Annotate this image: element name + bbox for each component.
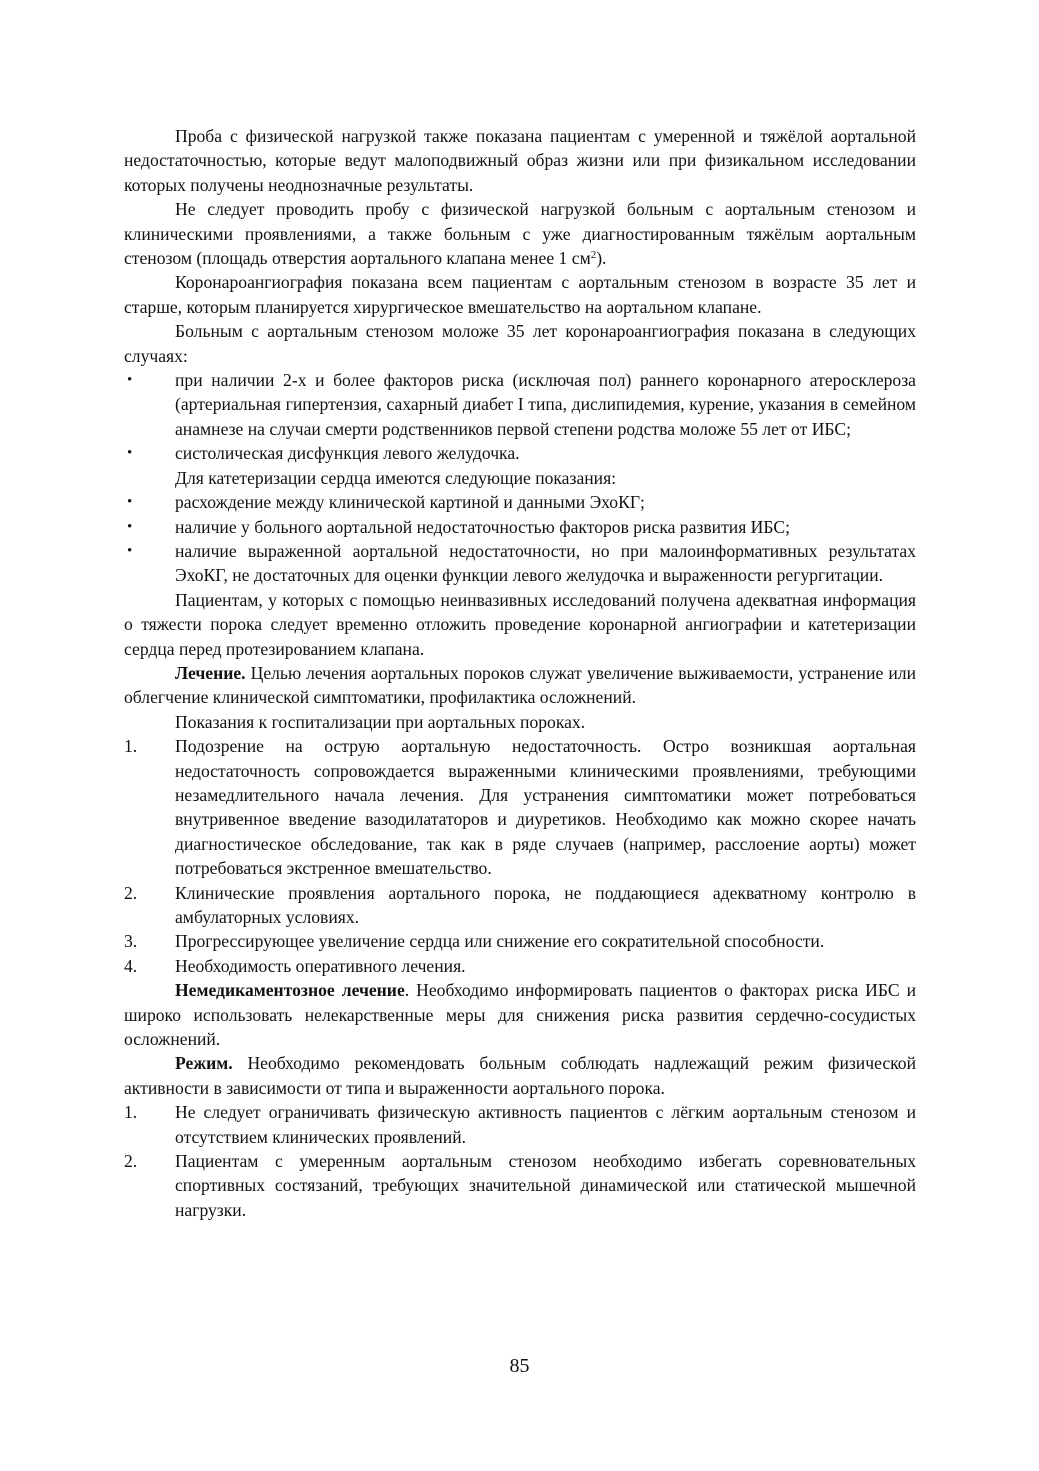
item-number: 1.: [124, 736, 138, 757]
list-item-text: расхождение между клинической картиной и данными ЭхоКГ;: [175, 492, 645, 513]
item-number: 3.: [124, 931, 138, 952]
paragraph-hospitalization: Показания к госпитализации при аортальных пороках.: [175, 711, 586, 732]
list-item: [124, 490, 916, 514]
paragraph-contraindication-end: ).: [596, 248, 607, 269]
heading-treatment: Лечение.: [175, 662, 246, 683]
numbered-item: [124, 954, 916, 978]
heading-regime: Режим.: [175, 1053, 233, 1074]
numbered-item: [124, 929, 916, 953]
numbered-item: [124, 1149, 916, 1222]
bullet-icon: •: [127, 494, 133, 511]
paragraph-regime-text: Необходимо рекомендовать больным соблюдать надлежащий режим физической активности в зависимости от типа и выраженности аортального порока.: [124, 1053, 916, 1098]
paragraph-treatment-text: Целью лечения аортальных пороков служат увеличение выживаемости, устранение или облегчение клинической симптоматики, профилактика осложнений.: [124, 662, 916, 708]
list-item-text: систолическая дисфункция левого желудочка.: [175, 443, 520, 464]
bullet-icon: •: [127, 445, 133, 462]
list-item: [124, 539, 916, 588]
paragraph-regime: [124, 1051, 916, 1100]
paragraph-under-35: Больным с аортальным стенозом моложе 35 лет коронароангиография показана в следующих случаях:: [124, 321, 916, 366]
list-item-text: наличие у больного аортальной недостаточностью факторов риска развития ИБС;: [175, 516, 790, 537]
page-number: 85: [509, 1355, 530, 1377]
numbered-item-text: Клинические проявления аортального порока, не поддающиеся адекватному контролю в амбулаторных условиях.: [175, 882, 916, 927]
list-item: [124, 441, 916, 465]
numbered-item-text: Прогрессирующее увеличение сердца или снижение его сократительной способности.: [175, 931, 825, 952]
paragraph-catheterization: Для катетеризации сердца имеются следующие показания:: [175, 467, 617, 488]
heading-nondrug: Немедикаментозное лечение: [175, 980, 405, 1001]
superscript: 2: [590, 249, 597, 262]
list-item-text: наличие выраженной аортальной недостаточности, но при малоинформативных результатах ЭхоКГ, не достаточных для оценки функции левого желудочка и выраженности регургитации.: [175, 540, 916, 586]
page-body: [124, 124, 916, 1222]
numbered-item-text: Пациентам с умеренным аортальным стенозом необходимо избегать соревновательных спортивных состязаний, требующих значительной динамической или статической мышечной нагрузки.: [175, 1151, 916, 1220]
list-item: [124, 515, 916, 539]
numbered-item: [124, 881, 916, 930]
paragraph-contraindication: [124, 197, 916, 270]
numbered-item-text: Не следует ограничивать физическую активность пациентов с лёгким аортальным стенозом и отсутствием клинических проявлений.: [175, 1102, 916, 1147]
numbered-item-text: Необходимость оперативного лечения.: [175, 955, 466, 976]
numbered-item: [124, 734, 916, 880]
item-number: 1.: [124, 1102, 138, 1123]
bullet-icon: •: [127, 372, 133, 389]
paragraph-nondrug: [124, 978, 916, 1051]
list-item: [124, 368, 916, 441]
item-number: 4.: [124, 955, 138, 976]
bullet-icon: •: [127, 542, 133, 559]
item-number: 2.: [124, 1151, 138, 1172]
item-number: 2.: [124, 882, 138, 903]
bullet-icon: •: [127, 518, 133, 535]
paragraph-treatment: [124, 661, 916, 710]
numbered-item: [124, 1100, 916, 1149]
paragraph-nondrug-text: . Необходимо информировать пациентов о факторах риска ИБС и широко использовать нелекарственные меры для снижения риска развития сердечно-сосудистых осложнений.: [124, 980, 916, 1050]
paragraph-exercise-test: Проба с физической нагрузкой также показана пациентам с умеренной и тяжёлой аортальной недостаточностью, которые ведут малоподвижный образ жизни или при физикальном исследовании которых получены неоднозначные результаты.: [124, 126, 916, 195]
paragraph-coronary-angiography: Коронароангиография показана всем пациентам с аортальным стенозом в возрасте 35 лет и старше, которым планируется хирургическое вмешательство на аортальном клапане.: [124, 272, 916, 317]
paragraph-contraindication-text: Не следует проводить пробу с физической нагрузкой больным с аортальным стенозом и клиническими проявлениями, а также больным с уже диагностированным тяжёлым аортальным стенозом (площадь отверстия аортального клапана менее 1 см: [124, 199, 916, 269]
paragraph-noninvasive: Пациентам, у которых с помощью неинвазивных исследований получена адекватная информация о тяжести порока следует временно отложить проведение коронарной ангиографии и катетеризации сердца перед протезированием клапана.: [124, 589, 916, 659]
numbered-item-text: Подозрение на острую аортальную недостаточность. Остро возникшая аортальная недостаточность сопровождается выраженными клиническими проявлениями, требующими незамедлительного начала лечения. Для устранения симптоматики может потребоваться внутривенное введение вазодилататоров и диуретиков. Необходимо как можно скорее начать диагностическое обследование, так как в ряде случаев (например, расслоение аорты) может потребоваться экстренное вмешательство.: [175, 736, 916, 879]
list-item-text: при наличии 2-х и более факторов риска (исключая пол) раннего коронарного атеросклероза (артериальная гипертензия, сахарный диабет I типа, дислипидемия, курение, указания в семейном анамнезе на случаи смерти родственников первой степени родства моложе 55 лет от ИБС;: [175, 370, 916, 439]
